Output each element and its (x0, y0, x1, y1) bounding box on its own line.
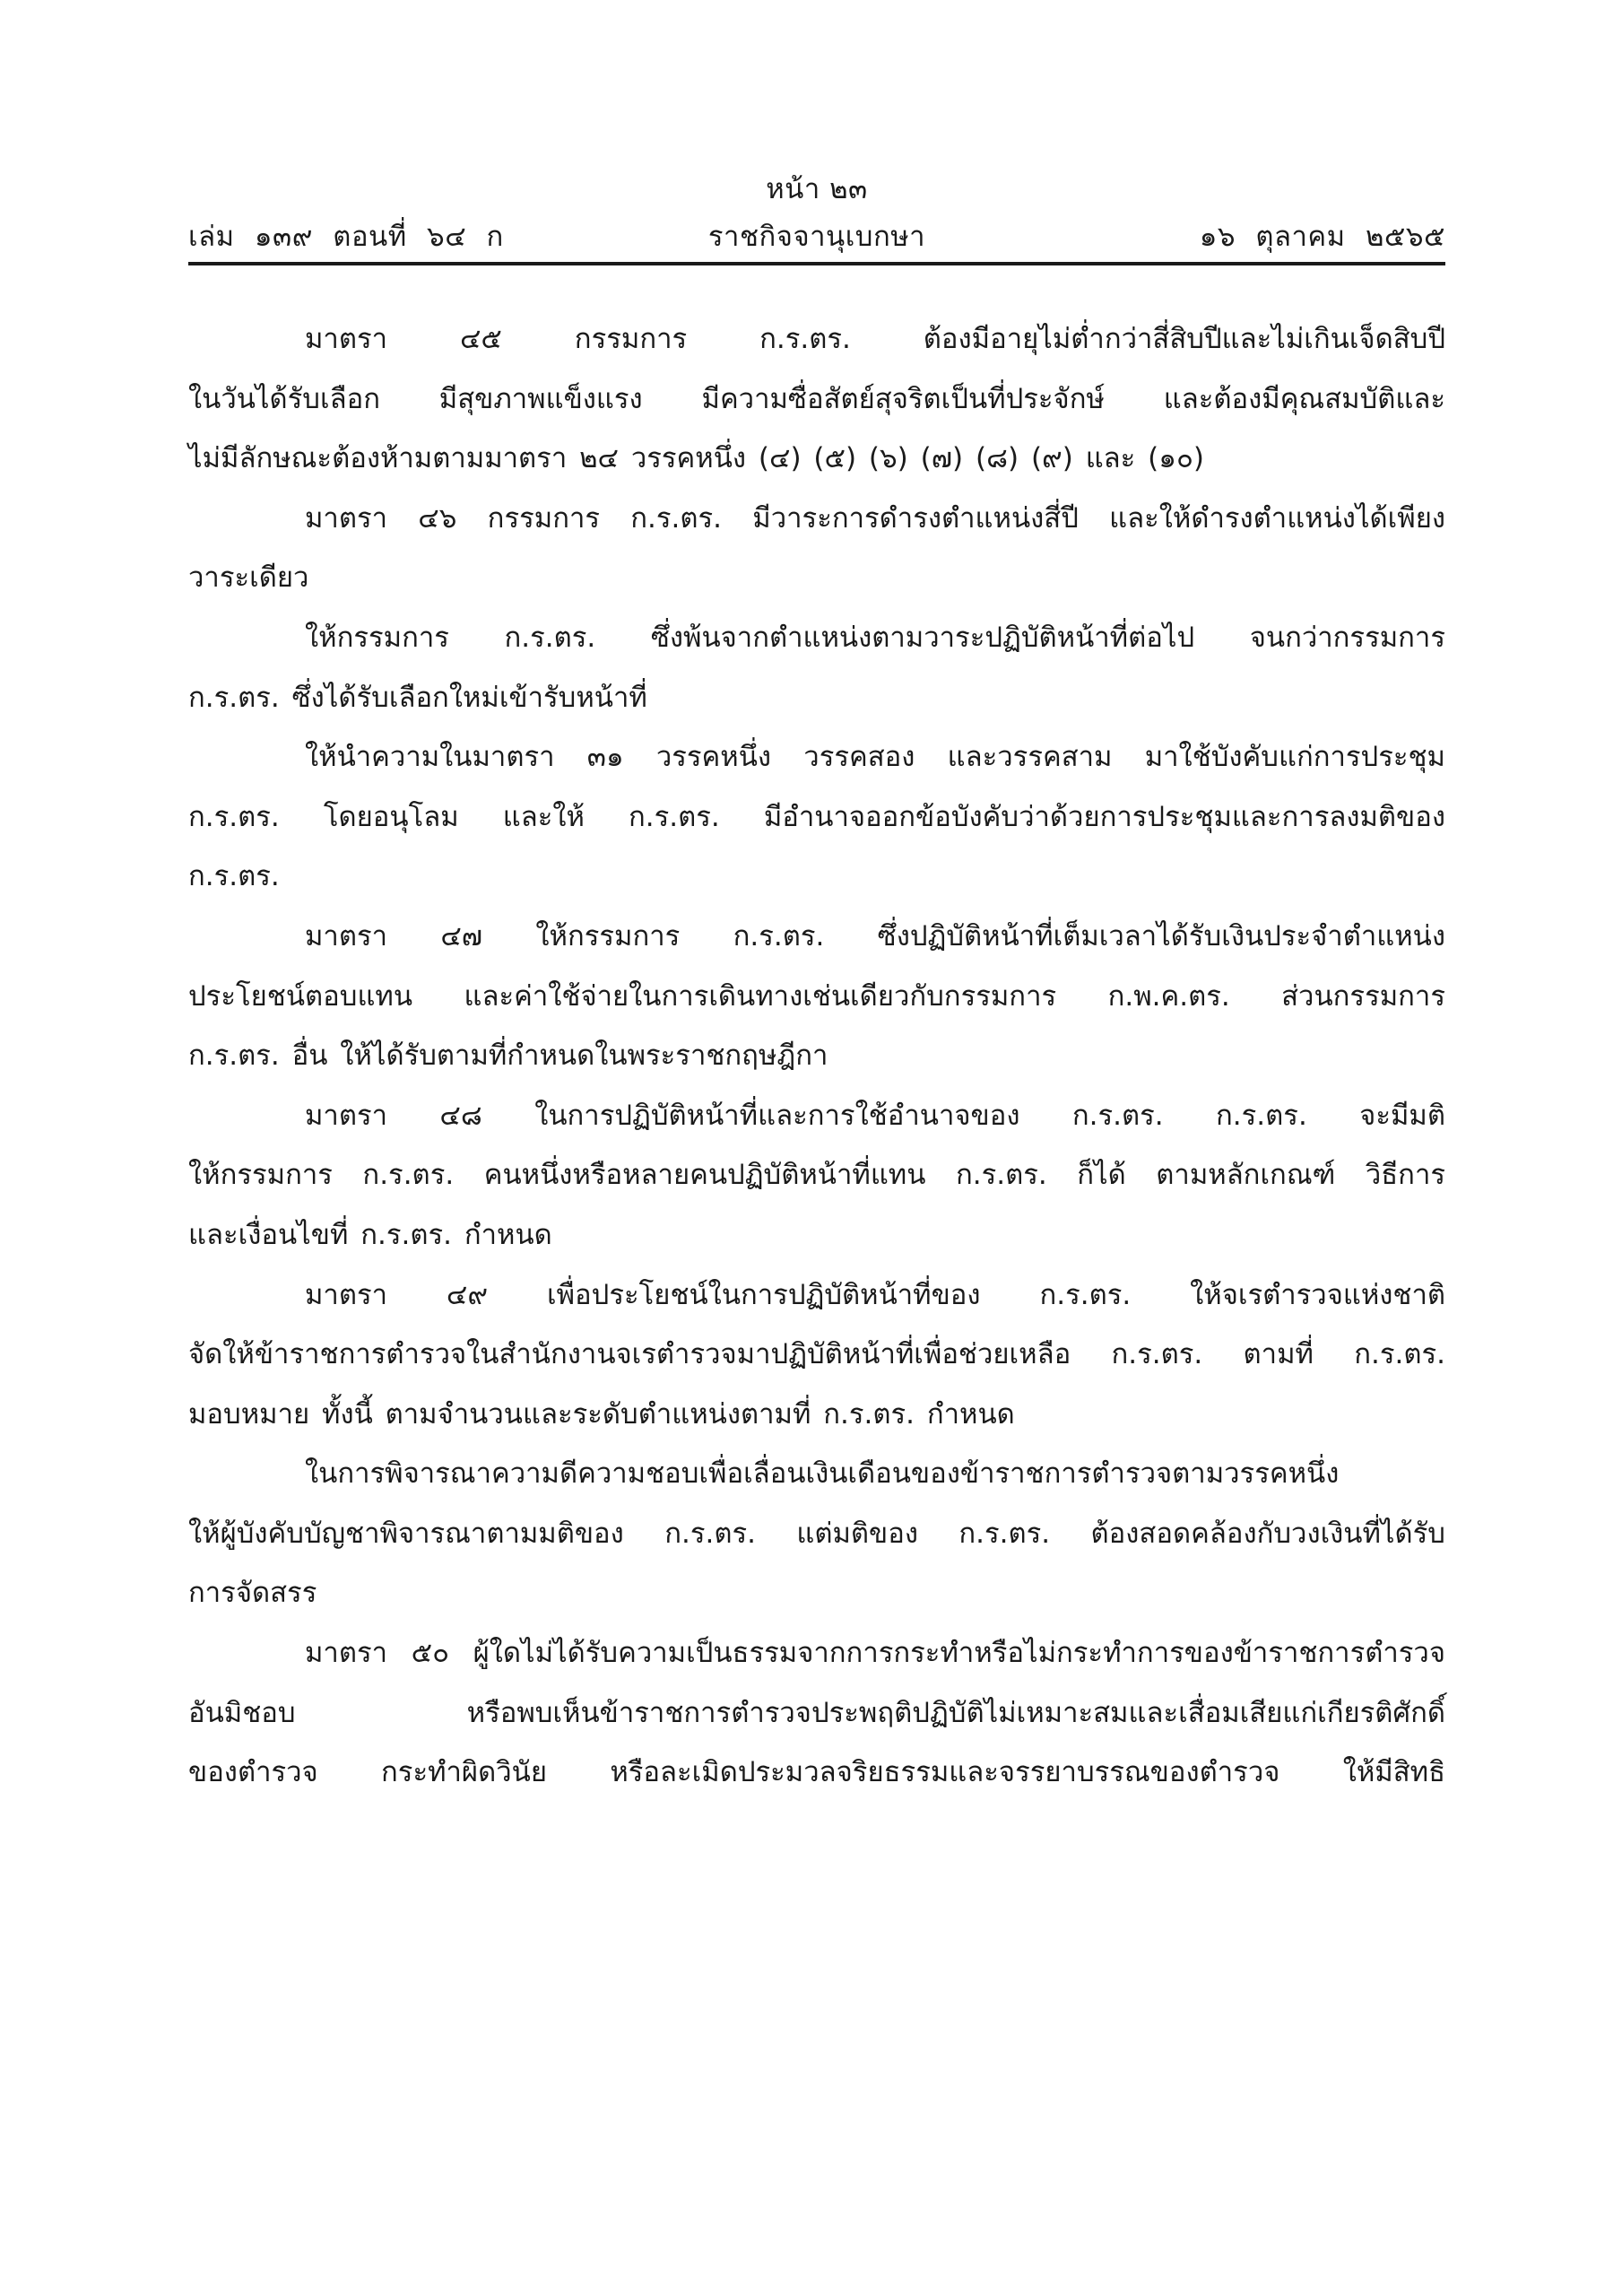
paragraph-first-line: ในการพิจารณาความดีความชอบเพื่อเลื่อนเงินเดือนของข้าราชการตำรวจตามวรรคหนึ่ง (305, 1457, 1340, 1491)
paragraph-line: อันมิชอบ หรือพบเห็นข้าราชการตำรวจประพฤติปฏิบัติไม่เหมาะสมและเสื่อมเสียแก่เกียรติศักดิ์ (188, 1696, 1445, 1729)
paragraph-line: จัดให้ข้าราชการตำรวจในสำนักงานจเรตำรวจมาปฏิบัติหน้าที่เพื่อช่วยเหลือ ก.ร.ตร. ตามที่ ก.ร.ตร. (188, 1338, 1445, 1371)
paragraph-first-line: มาตรา ๔๖ กรรมการ ก.ร.ตร. มีวาระการดำรงตำแหน่งสี่ปี และให้ดำรงตำแหน่งได้เพียง (305, 501, 1445, 535)
body-text (188, 309, 1445, 1803)
paragraph-line: ไม่มีลักษณะต้องห้ามตามมาตรา ๒๔ วรรคหนึ่ง (๔) (๕) (๖) (๗) (๘) (๙) และ (๑๐) (188, 442, 1204, 475)
paragraph-line: ก.ร.ตร. อื่น ให้ได้รับตามที่กำหนดในพระราชกฤษฎีกา (188, 1039, 828, 1073)
paragraph-line: และเงื่อนไขที่ ก.ร.ตร. กำหนด (188, 1218, 552, 1251)
publication-title: ราชกิจจานุเบกษา (707, 221, 926, 253)
paragraph-line: วาระเดียว (188, 561, 309, 595)
paragraph-first-line: มาตรา ๔๙ เพื่อประโยชน์ในการปฏิบัติหน้าที่ของ ก.ร.ตร. ให้จเรตำรวจแห่งชาติ (305, 1278, 1445, 1311)
header-row (188, 213, 1445, 253)
paragraph-line: ของตำรวจ กระทำผิดวินัย หรือละเมิดประมวลจริยธรรมและจรรยาบรรณของตำรวจ ให้มีสิทธิ (188, 1756, 1445, 1789)
paragraph-first-line: มาตรา ๕๐ ผู้ใดไม่ได้รับความเป็นธรรมจากการกระทำหรือไม่กระทำการของข้าราชการตำรวจ (305, 1637, 1445, 1670)
page-number: หน้า ๒๓ (766, 173, 868, 205)
publication-date: ๑๖ ตุลาคม ๒๕๖๕ (1199, 221, 1445, 253)
paragraph-line: ในวันได้รับเลือก มีสุขภาพแข็งแรง มีความซื่อสัตย์สุจริตเป็นที่ประจักษ์ และต้องมีคุณสมบัติและ (188, 382, 1445, 415)
paragraph-line: ให้กรรมการ ก.ร.ตร. คนหนึ่งหรือหลายคนปฏิบัติหน้าที่แทน ก.ร.ตร. ก็ได้ ตามหลักเกณฑ์ วิธีการ (188, 1159, 1445, 1192)
paragraph-line: ก.ร.ตร. (188, 860, 280, 893)
volume-issue: เล่ม ๑๓๙ ตอนที่ ๖๔ ก (188, 221, 504, 253)
paragraph-line: ก.ร.ตร. ซึ่งได้รับเลือกใหม่เข้ารับหน้าที่ (188, 681, 647, 714)
paragraph-line: การจัดสรร (188, 1577, 317, 1610)
header-divider (188, 262, 1445, 265)
paragraph-line: ก.ร.ตร. โดยอนุโลม และให้ ก.ร.ตร. มีอำนาจออกข้อบังคับว่าด้วยการประชุมและการลงมติของ (188, 800, 1445, 833)
paragraph-line: มอบหมาย ทั้งนี้ ตามจำนวนและระดับตำแหน่งตามที่ ก.ร.ตร. กำหนด (188, 1397, 1015, 1431)
paragraph-first-line: ให้กรรมการ ก.ร.ตร. ซึ่งพ้นจากตำแหน่งตามวาระปฏิบัติหน้าที่ต่อไป จนกว่ากรรมการ (305, 621, 1445, 654)
paragraph-first-line: มาตรา ๔๗ ให้กรรมการ ก.ร.ตร. ซึ่งปฏิบัติหน้าที่เต็มเวลาได้รับเงินประจำตำแหน่ง (305, 919, 1445, 952)
paragraph-line: ให้ผู้บังคับบัญชาพิจารณาตามมติของ ก.ร.ตร. แต่มติของ ก.ร.ตร. ต้องสอดคล้องกับวงเงินที่ได้รับ (188, 1517, 1445, 1550)
paragraph-first-line: ให้นำความในมาตรา ๓๑ วรรคหนึ่ง วรรคสอง และวรรคสาม มาใช้บังคับแก่การประชุม (305, 741, 1445, 774)
paragraph-first-line: มาตรา ๔๘ ในการปฏิบัติหน้าที่และการใช้อำนาจของ ก.ร.ตร. ก.ร.ตร. จะมีมติ (305, 1099, 1445, 1132)
paragraph-first-line: มาตรา ๔๕ กรรมการ ก.ร.ตร. ต้องมีอายุไม่ต่ำกว่าสี่สิบปีและไม่เกินเจ็ดสิบปี (305, 323, 1445, 355)
paragraph-line: ประโยชน์ตอบแทน และค่าใช้จ่ายในการเดินทางเช่นเดียวกับกรรมการ ก.พ.ค.ตร. ส่วนกรรมการ (188, 979, 1445, 1013)
